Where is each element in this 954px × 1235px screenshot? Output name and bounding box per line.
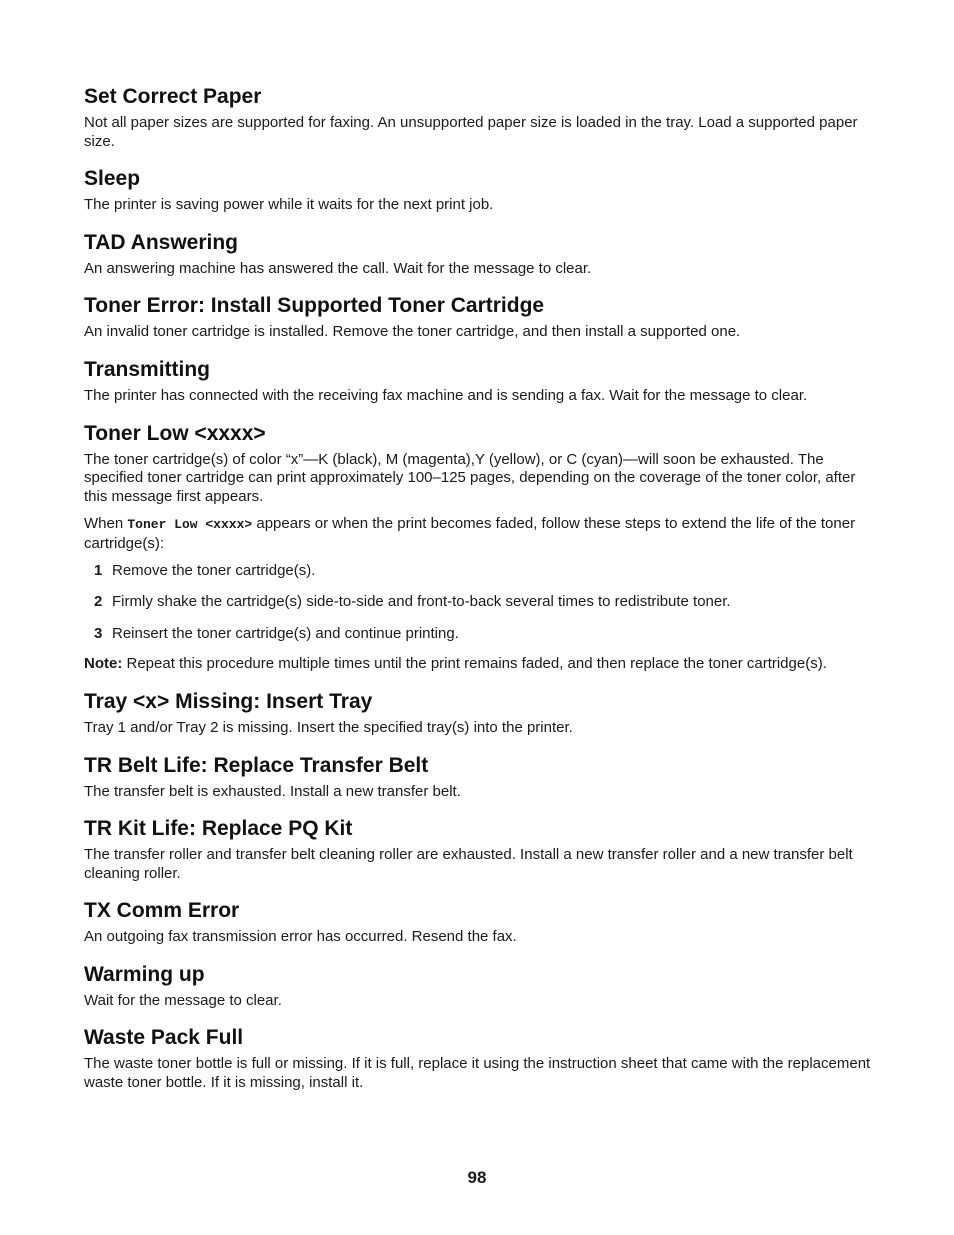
- section-toner-error: [84, 293, 874, 342]
- section-tray-missing: [84, 689, 874, 738]
- step-number: 2: [94, 593, 103, 611]
- section-heading: Transmitting: [84, 357, 211, 381]
- section-set-correct-paper: [84, 84, 874, 151]
- section-warming-up: [84, 962, 874, 1011]
- section-heading: Warming up: [84, 962, 205, 986]
- section-body: An invalid toner cartridge is installed. Remove the toner cartridge, and then install a supported one.: [84, 323, 741, 341]
- when-prefix: When: [84, 515, 124, 533]
- section-heading: TR Belt Life: Replace Transfer Belt: [84, 753, 429, 777]
- step-number: 1: [94, 561, 103, 579]
- step-text: Firmly shake the cartridge(s) side-to-side and front-to-back several times to redistribute toner.: [112, 593, 731, 611]
- page-number: 98: [467, 1168, 487, 1187]
- section-toner-low: [84, 421, 874, 674]
- note-text: Repeat this procedure multiple times until the print remains faded, and then replace the toner cartridge(s).: [126, 655, 827, 673]
- section-heading: TAD Answering: [84, 230, 239, 254]
- section-body: The transfer belt is exhausted. Install a new transfer belt.: [84, 782, 461, 800]
- when-suffix: appears or when the print becomes faded, follow these steps to extend the life of the toner cartridge(s):: [84, 515, 856, 552]
- section-body: The toner cartridge(s) of color “x”—K (black), M (magenta),Y (yellow), or C (cyan)—will soon be exhausted. The specified toner cartridge can print approximately 100–125 pages, depending on the coverage of the toner color, after this message first appears.: [84, 450, 856, 505]
- section-body: Wait for the message to clear.: [84, 991, 282, 1009]
- step-text: Reinsert the toner cartridge(s) and continue printing.: [112, 624, 459, 642]
- section-sleep: [84, 166, 874, 215]
- section-tad-answering: [84, 230, 874, 279]
- section-body: The waste toner bottle is full or missing. If it is full, replace it using the instruction sheet that came with the replacement waste toner bottle. If it is missing, install it.: [84, 1055, 871, 1092]
- note: [84, 655, 874, 674]
- list-item: [84, 562, 874, 581]
- section-heading: Sleep: [84, 167, 141, 191]
- section-waste-pack-full: [84, 1025, 874, 1092]
- section-heading: TX Comm Error: [84, 899, 240, 923]
- list-item: [84, 593, 874, 612]
- document-page: [84, 84, 874, 1108]
- section-body: An outgoing fax transmission error has occurred. Resend the fax.: [84, 928, 517, 946]
- when-paragraph: [84, 515, 874, 553]
- section-body: Not all paper sizes are supported for faxing. An unsupported paper size is loaded in the tray. Load a supported paper size.: [84, 114, 858, 150]
- section-heading: Set Correct Paper: [84, 85, 262, 108]
- section-transmitting: [84, 357, 874, 406]
- section-tx-comm-error: [84, 898, 874, 947]
- section-body: Tray 1 and/or Tray 2 is missing. Insert the specified tray(s) into the printer.: [84, 718, 573, 736]
- section-body: The transfer roller and transfer belt cleaning roller are exhausted. Install a new transfer roller and a new transfer belt cleaning roller.: [84, 846, 853, 882]
- section-tr-belt-life: [84, 753, 874, 802]
- code-message: Toner Low <xxxx>: [127, 517, 253, 533]
- step-text: Remove the toner cartridge(s).: [112, 561, 316, 579]
- section-heading: Toner Error: Install Supported Toner Cartridge: [84, 294, 545, 318]
- section-body: An answering machine has answered the call. Wait for the message to clear.: [84, 259, 592, 277]
- section-heading: Waste Pack Full: [84, 1026, 244, 1050]
- section-tr-kit-life: [84, 816, 874, 883]
- note-label: Note:: [84, 655, 123, 673]
- section-body: The printer is saving power while it waits for the next print job.: [84, 196, 494, 214]
- section-heading: Tray <x> Missing: Insert Tray: [84, 689, 373, 713]
- section-body: The printer has connected with the receiving fax machine and is sending a fax. Wait for the message to clear.: [84, 386, 808, 404]
- section-heading: TR Kit Life: Replace PQ Kit: [84, 817, 353, 841]
- steps-list: [84, 562, 874, 644]
- step-number: 3: [94, 624, 103, 642]
- section-heading: Toner Low <xxxx>: [84, 421, 266, 445]
- list-item: [84, 625, 874, 644]
